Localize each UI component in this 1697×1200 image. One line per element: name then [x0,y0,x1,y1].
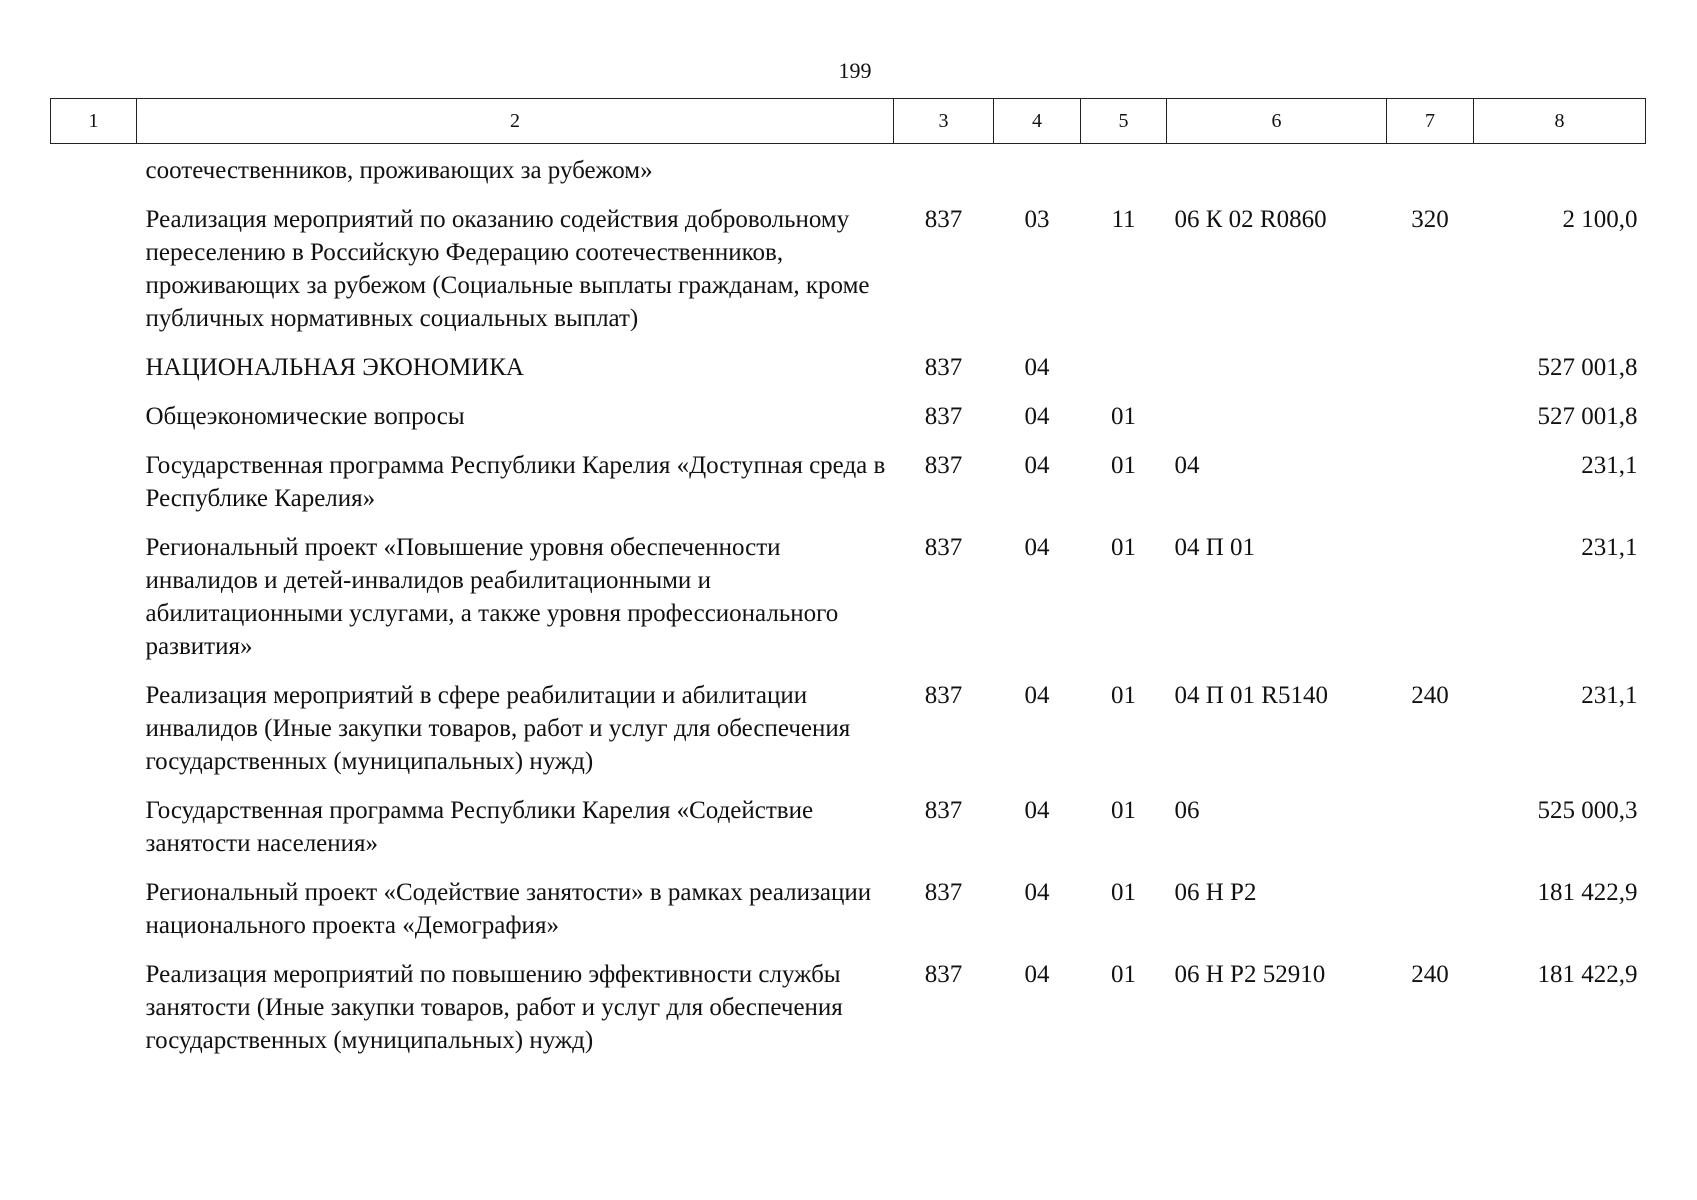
column-number-header-row [51,99,1646,144]
row-amount: 527 001,8 [1537,403,1638,430]
row-amount: 181 422,9 [1537,879,1638,906]
row-name: Региональный проект «Повышение уровня обеспеченности инвалидов и детей-инвалидов реабилитационными и абилитационными услугами, а также уровня профессионального развития» [145,534,839,660]
row-expense-type [1387,778,1474,860]
column-header-5: 5 [1081,99,1167,144]
row-expense-type [1387,335,1474,384]
row-target-article: 04 П 01 [1174,534,1256,561]
row-name: Региональный проект «Содействие занятости» в рамках реализации национального проекта «Демография» [145,879,872,939]
row-amount: 231,1 [1581,452,1638,479]
row-subsection: 11 [1111,206,1136,233]
row-expense-type: 240 [1411,961,1449,988]
table-row [51,515,1646,663]
row-grbs: 837 [924,206,963,233]
row-amount: 527 001,8 [1537,354,1638,381]
row-section: 04 [1024,682,1050,709]
column-header-1: 1 [51,99,137,144]
row-name: Общеэкономические вопросы [145,403,465,430]
row-target-article: 06 Н Р2 [1174,879,1257,906]
table-row [51,384,1646,433]
row-expense-type [1387,860,1474,942]
row-subsection: 01 [1111,534,1136,561]
row-subsection: 01 [1111,797,1136,824]
row-target-article: 06 Н Р2 52910 [1174,961,1326,988]
row-expense-type: 240 [1411,682,1449,709]
row-amount: 231,1 [1581,534,1638,561]
row-name: НАЦИОНАЛЬНАЯ ЭКОНОМИКА [145,354,524,381]
budget-table [50,98,1646,1057]
table-row [51,860,1646,942]
row-amount: 2 100,0 [1562,206,1638,233]
row-subsection: 01 [1111,682,1136,709]
row-grbs: 837 [924,682,963,709]
table-row [51,433,1646,515]
column-header-7: 7 [1387,99,1474,144]
table-row [51,778,1646,860]
column-header-8: 8 [1474,99,1646,144]
row-target-article [1167,335,1387,384]
column-header-3: 3 [894,99,994,144]
row-amount: 525 000,3 [1537,797,1638,824]
row-name: Реализация мероприятий в сфере реабилитации и абилитации инвалидов (Иные закупки товаров, работ и услуг для обеспечения государственных (муниципальных) нужд) [145,682,851,775]
row-subsection: 01 [1111,879,1136,906]
row-section: 04 [1024,452,1050,479]
table-row [51,187,1646,335]
row-subsection: 01 [1111,452,1136,479]
column-header-2: 2 [137,99,894,144]
row-name: Государственная программа Республики Карелия «Содействие занятости населения» [145,797,814,857]
row-section: 04 [1024,879,1050,906]
column-header-6: 6 [1167,99,1387,144]
row-expense-type [1387,384,1474,433]
row-section: 04 [1024,354,1050,381]
row-name: Реализация мероприятий по повышению эффективности службы занятости (Иные закупки товаров, работ и услуг для обеспечения государственных (муниципальных) нужд) [145,961,843,1054]
row-amount: 181 422,9 [1537,961,1638,988]
row-target-article: 06 [1174,797,1200,824]
row-name: Реализация мероприятий по оказанию содействия добровольному переселению в Российскую Федерацию соотечественников, проживающих за рубежом (Социальные выплаты гражданам, кроме публичных нормативных социальных выплат) [145,206,870,332]
row-expense-type [1387,515,1474,663]
row-grbs: 837 [924,797,963,824]
row-subsection [1081,335,1167,384]
row-grbs: 837 [924,534,963,561]
column-header-4: 4 [994,99,1081,144]
row-section: 04 [1024,961,1050,988]
row-section: 04 [1024,797,1050,824]
row-amount: 231,1 [1581,682,1638,709]
row-subsection: 01 [1111,403,1136,430]
row-target-article: 04 [1174,452,1200,479]
row-target-article: 04 П 01 R5140 [1174,682,1328,709]
row-target-article [1167,384,1387,433]
table-row [51,663,1646,778]
row-expense-type: 320 [1411,206,1449,233]
page-number: 199 [838,58,872,83]
row-expense-type [1387,433,1474,515]
row-section: 03 [1024,206,1050,233]
table-row [51,335,1646,384]
row-grbs: 837 [924,354,963,381]
row-section: 04 [1024,534,1050,561]
row-grbs: 837 [924,403,963,430]
row-subsection: 01 [1111,961,1136,988]
continuation-text: соотечественников, проживающих за рубежом» [145,157,653,184]
row-grbs: 837 [924,879,963,906]
row-grbs: 837 [924,452,963,479]
row-name: Государственная программа Республики Карелия «Доступная среда в Республике Карелия» [145,452,886,512]
row-section: 04 [1024,403,1050,430]
row-target-article: 06 К 02 R0860 [1174,206,1327,233]
table-row [51,942,1646,1057]
row-grbs: 837 [924,961,963,988]
continuation-row [51,144,1646,188]
